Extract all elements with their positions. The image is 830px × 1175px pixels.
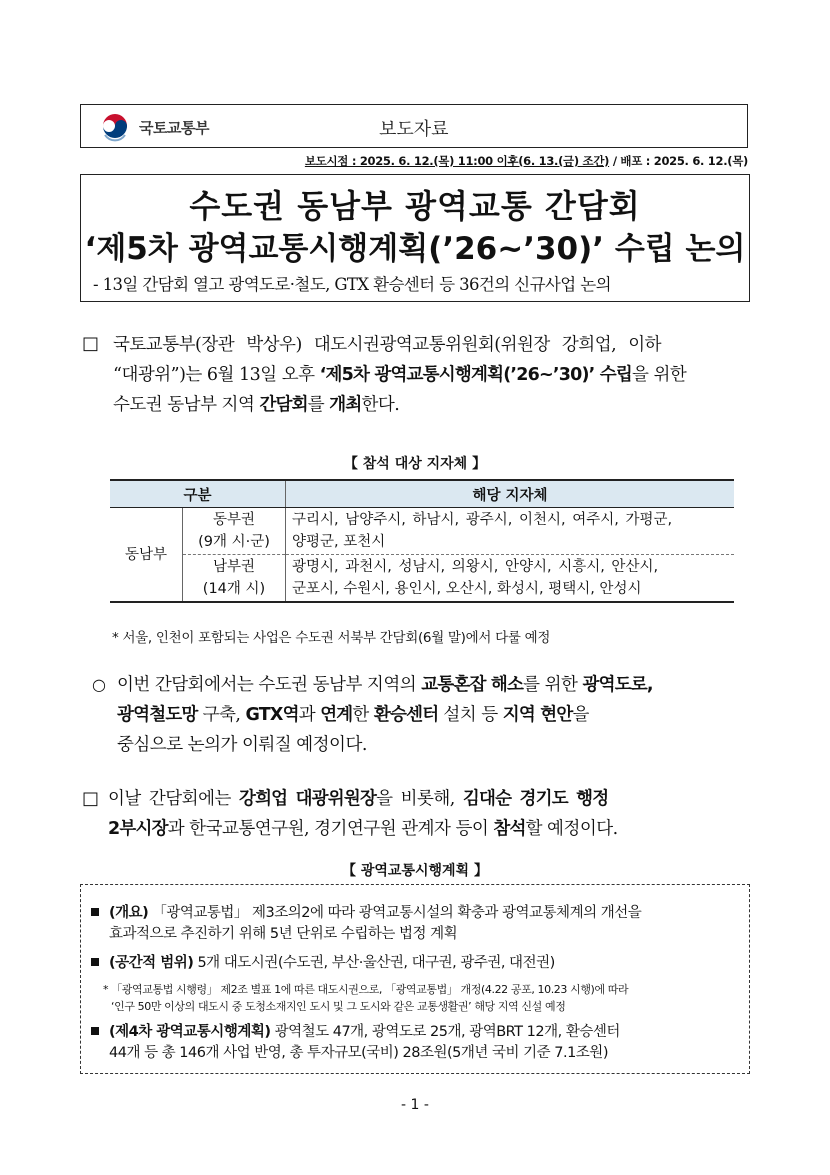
info-item-4th-plan: (제4차 광역교통시행계획) 광역철도 47개, 광역도로 25개, 광역BRT 12개, 환승센터 44개 등 총 146개 사업 반영, 총 투자규모(국비) 28조원(5개년 국비 기준 7.1조원): [91, 1022, 620, 1064]
table-footnote: * 서울, 인천이 포함되는 사업은 수도권 서북부 간담회(6월 말)에서 다룰 예정: [112, 630, 551, 646]
intro-line-3: 수도권 동남부 지역 간담회를 개최한다.: [113, 395, 400, 415]
bullet-icon: [91, 958, 99, 966]
plan-title-emphasis: ‘제5차 광역교통시행계획(’26~’30)’ 수립: [319, 365, 633, 385]
municipalities-cell: 광명시, 과천시, 성남시, 의왕시, 안양시, 시흥시, 안산시, 군포시, 수원시, 용인시, 오산시, 화성시, 평택시, 안성시: [286, 555, 735, 603]
table-caption: 【 참석 대상 지자체 】: [343, 456, 487, 472]
embargo-time: 보도시점 : 2025. 6. 12.(목) 11:00 이후(6. 13.(금) 조간): [304, 154, 610, 168]
paragraph-agenda: [117, 670, 653, 760]
government-logo-icon: [99, 112, 131, 144]
agenda-line-2: 광역철도망 구축, GTX역과 연계한 환승센터 설치 등 지역 현안을: [117, 705, 589, 725]
ministry-name: 국토교통부: [139, 119, 209, 137]
subregion-cell: 동부권 (9개 시·군): [183, 508, 286, 555]
bullet-icon: [91, 1027, 99, 1035]
header-municipalities: 해당 지자체: [286, 480, 735, 508]
circle-bullet-icon: ○: [92, 675, 106, 694]
info-item-overview: (개요) 「광역교통법」 제3조의2에 따라 광역교통시설의 확충과 광역교통체계의 개선을 효과적으로 추진하기 위해 5년 단위로 수립하는 법정 계획: [91, 903, 641, 945]
agenda-line-1: 이번 간담회에서는 수도권 동남부 지역의 교통혼잡 해소를 위한 광역도로,: [117, 675, 653, 695]
distribution-date: / 배포 : 2025. 6. 12.(목): [609, 154, 748, 168]
subregion-cell: 남부권 (14개 시): [183, 555, 286, 603]
page-number: - 1 -: [401, 1097, 429, 1113]
square-bullet-icon: □: [82, 788, 100, 809]
group-cell: 동남부: [110, 508, 183, 603]
attendees-line-1: 이날 간담회에는 강희업 대광위원장을 비롯해, 김대순 경기도 행정: [108, 789, 609, 809]
paragraph-intro: [113, 330, 686, 420]
info-scope-note: * 「광역교통법 시행령」 제2조 별표 1에 따른 대도시권으로, 「광역교통법」 개정(4.22 공포, 10.23 시행)에 따라 ‘인구 50만 이상의 대도시 중 도청소재지인 도시 및 그 도시와 같은 교통생활권’ 해당 지역 신설 예정: [103, 983, 629, 1013]
intro-line-2: “대광위”)는 6월 13일 오후 ‘제5차 광역교통시행계획(’26~’30)’ 수립을 위한: [113, 365, 687, 385]
headline-secondary: ‘제5차 광역교통시행계획(’26~’30)’ 수립 논의: [84, 231, 746, 267]
intro-line-1: 국토교통부(장관 박상우) 대도시권광역교통위원회(위원장 강희업, 이하: [113, 335, 662, 355]
info-box: [80, 884, 750, 1074]
embargo-line: [80, 153, 748, 169]
square-bullet-icon: □: [82, 333, 100, 354]
attendees-line-2: 2부시장과 한국교통연구원, 경기연구원 관계자 등이 참석할 예정이다.: [108, 819, 618, 839]
press-release-label: 보도자료: [379, 119, 449, 140]
info-caption: 【 광역교통시행계획 】: [342, 863, 488, 879]
header-box: [80, 104, 748, 148]
agenda-line-3: 중심으로 논의가 이뤄질 예정이다.: [117, 735, 367, 755]
title-box: [80, 174, 750, 302]
table-header-row: [110, 480, 734, 508]
table-row: [110, 508, 734, 555]
region-table: [110, 479, 734, 603]
info-item-scope: (공간적 범위) 5개 대도시권(수도권, 부산·울산권, 대구권, 광주권, 대전권): [91, 953, 555, 974]
subtitle: - 13일 간담회 열고 광역도로·철도, GTX 환승센터 등 36건의 신규사업 논의: [93, 275, 611, 294]
header-category: 구분: [110, 480, 286, 508]
headline: 수도권 동남부 광역교통 간담회: [189, 187, 641, 225]
municipalities-cell: 구리시, 남양주시, 하남시, 광주시, 이천시, 여주시, 가평군, 양평군, 포천시: [286, 508, 735, 555]
paragraph-attendees: [108, 784, 618, 844]
bullet-icon: [91, 908, 99, 916]
table-row: [110, 555, 734, 603]
